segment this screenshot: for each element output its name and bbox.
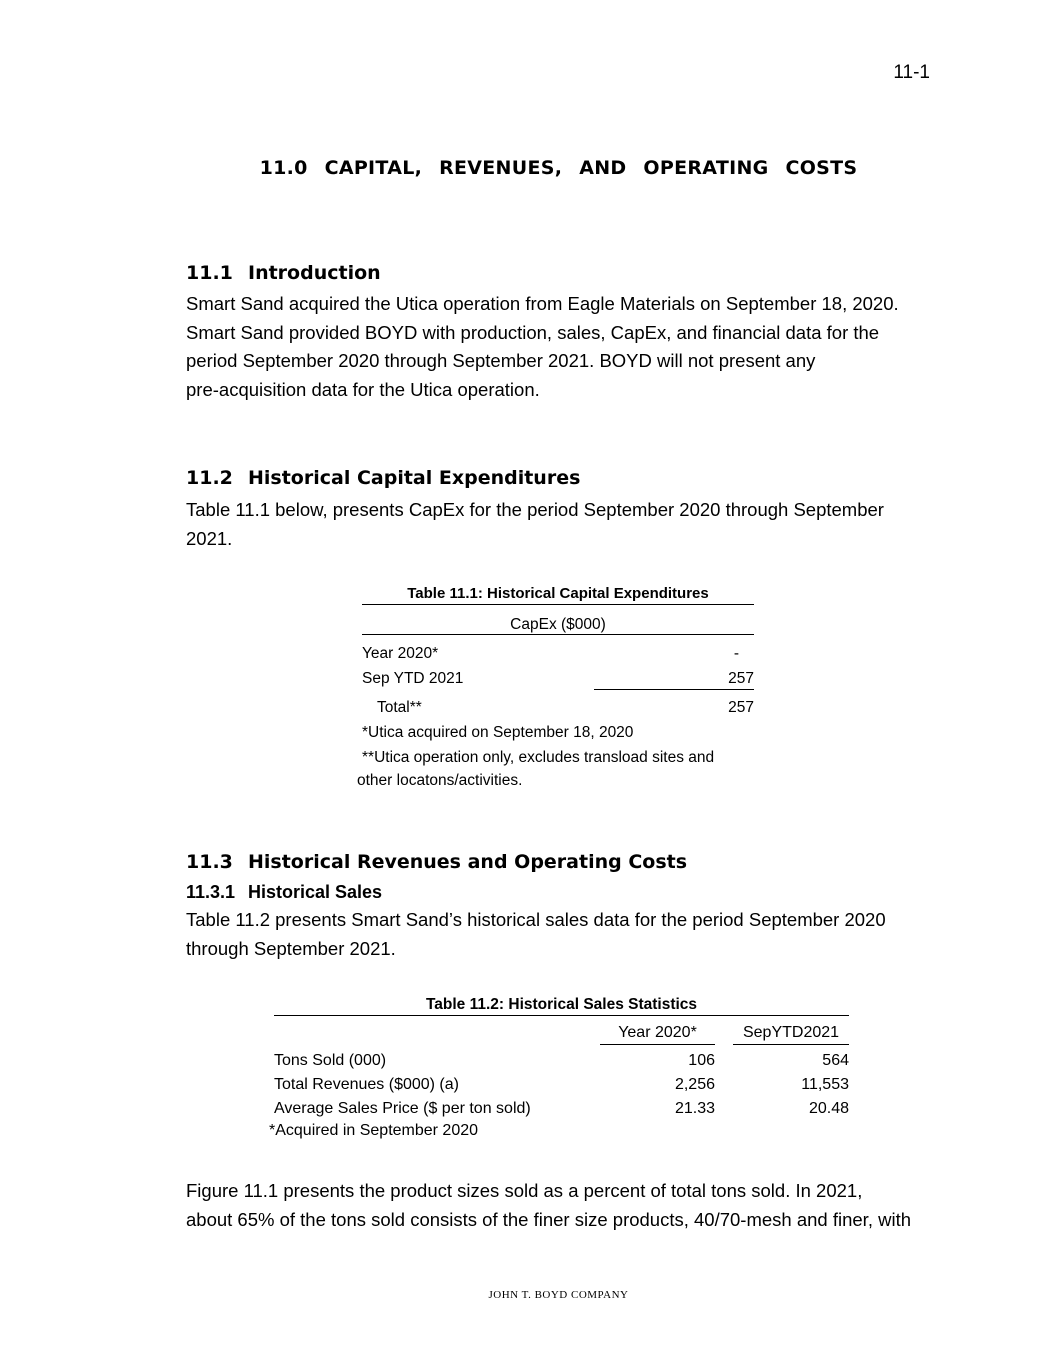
row-value: 106	[688, 1052, 715, 1069]
chapter-title-word: REVENUES,	[439, 157, 563, 179]
chapter-number: 11.0	[259, 157, 308, 179]
paragraph-line: through September 2021.	[186, 937, 396, 959]
table-caption: Table 11.2: Historical Sales Statistics	[425, 996, 698, 1013]
row-label: Average Sales Price ($ per ton sold)	[274, 1100, 531, 1117]
table-note: **Utica operation only, excludes transload sites and	[362, 749, 715, 766]
page-number: 11-1	[893, 62, 930, 83]
column-rule	[600, 1044, 715, 1045]
table-note: other locatons/activities.	[357, 772, 523, 789]
subsection-number: 11.3.1	[186, 882, 236, 902]
intro-paragraph	[186, 290, 926, 404]
sales-paragraph	[186, 906, 926, 963]
chapter-title	[0, 157, 1055, 179]
table-rule	[274, 1015, 849, 1016]
table-rule	[362, 634, 754, 635]
table-caption: Table 11.1: Historical Capital Expenditures	[407, 585, 709, 602]
row-value: 20.48	[808, 1100, 849, 1117]
row-label: Total**	[377, 699, 422, 716]
row-value: 257	[728, 670, 754, 687]
row-value: 2,256	[674, 1076, 715, 1093]
section-number: 11.3	[186, 851, 233, 873]
table-note: *Acquired in September 2020	[269, 1122, 479, 1139]
section-heading-11-3	[186, 851, 687, 873]
row-label: Tons Sold (000)	[274, 1052, 387, 1069]
page-footer: JOHN T. BOYD COMPANY	[488, 1289, 629, 1301]
paragraph-line: Figure 11.1 presents the product sizes sold as a percent of total tons sold. In 2021,	[186, 1180, 863, 1201]
paragraph-line: period September 2020 through September 2021. BOYD will not present any	[186, 350, 816, 371]
paragraph-line: pre-acquisition data for the Utica operation.	[186, 378, 540, 400]
figure-paragraph	[186, 1177, 926, 1234]
row-value: 257	[728, 699, 754, 716]
chapter-title-word: CAPITAL,	[324, 157, 423, 179]
row-value: 11,553	[801, 1076, 849, 1093]
chapter-title-word: COSTS	[785, 157, 858, 179]
section-heading-11-1	[186, 262, 381, 284]
section-title: Introduction	[248, 262, 381, 284]
section-title: Historical Capital Expenditures	[248, 467, 581, 489]
paragraph-line: Smart Sand acquired the Utica operation from Eagle Materials on September 18, 2020.	[186, 293, 899, 314]
row-value: -	[733, 645, 739, 662]
table-rule	[362, 604, 754, 605]
paragraph-line: Table 11.1 below, presents CapEx for the period September 2020 through September	[186, 499, 884, 520]
paragraph-line: about 65% of the tons sold consists of the finer size products, 40/70-mesh and finer, with	[186, 1208, 911, 1230]
section-title: Historical Revenues and Operating Costs	[248, 851, 688, 873]
section-number: 11.2	[186, 467, 233, 489]
chapter-title-word: AND	[579, 157, 627, 179]
row-value: 21.33	[674, 1100, 715, 1117]
column-header: Year 2020*	[618, 1024, 697, 1041]
column-header: CapEx ($000)	[510, 616, 606, 633]
table-note: *Utica acquired on September 18, 2020	[362, 724, 634, 741]
column-header: SepYTD2021	[742, 1024, 840, 1041]
subsection-title: Historical Sales	[248, 882, 383, 902]
row-label: Year 2020*	[362, 645, 439, 662]
row-label: Sep YTD 2021	[362, 670, 464, 687]
subtotal-rule	[594, 689, 754, 690]
paragraph-line: Smart Sand provided BOYD with production, sales, CapEx, and financial data for the	[186, 321, 880, 343]
chapter-title-word: OPERATING	[643, 157, 769, 179]
capex-paragraph	[186, 496, 926, 553]
section-number: 11.1	[186, 262, 233, 284]
column-rule	[733, 1044, 849, 1045]
row-value: 564	[822, 1052, 849, 1069]
section-heading-11-2	[186, 467, 580, 489]
paragraph-line: Table 11.2 presents Smart Sand’s historical sales data for the period September 2020	[186, 909, 886, 930]
paragraph-line: 2021.	[186, 527, 233, 549]
row-label: Total Revenues ($000) (a)	[274, 1076, 459, 1093]
subsection-heading-11-3-1	[186, 882, 382, 903]
